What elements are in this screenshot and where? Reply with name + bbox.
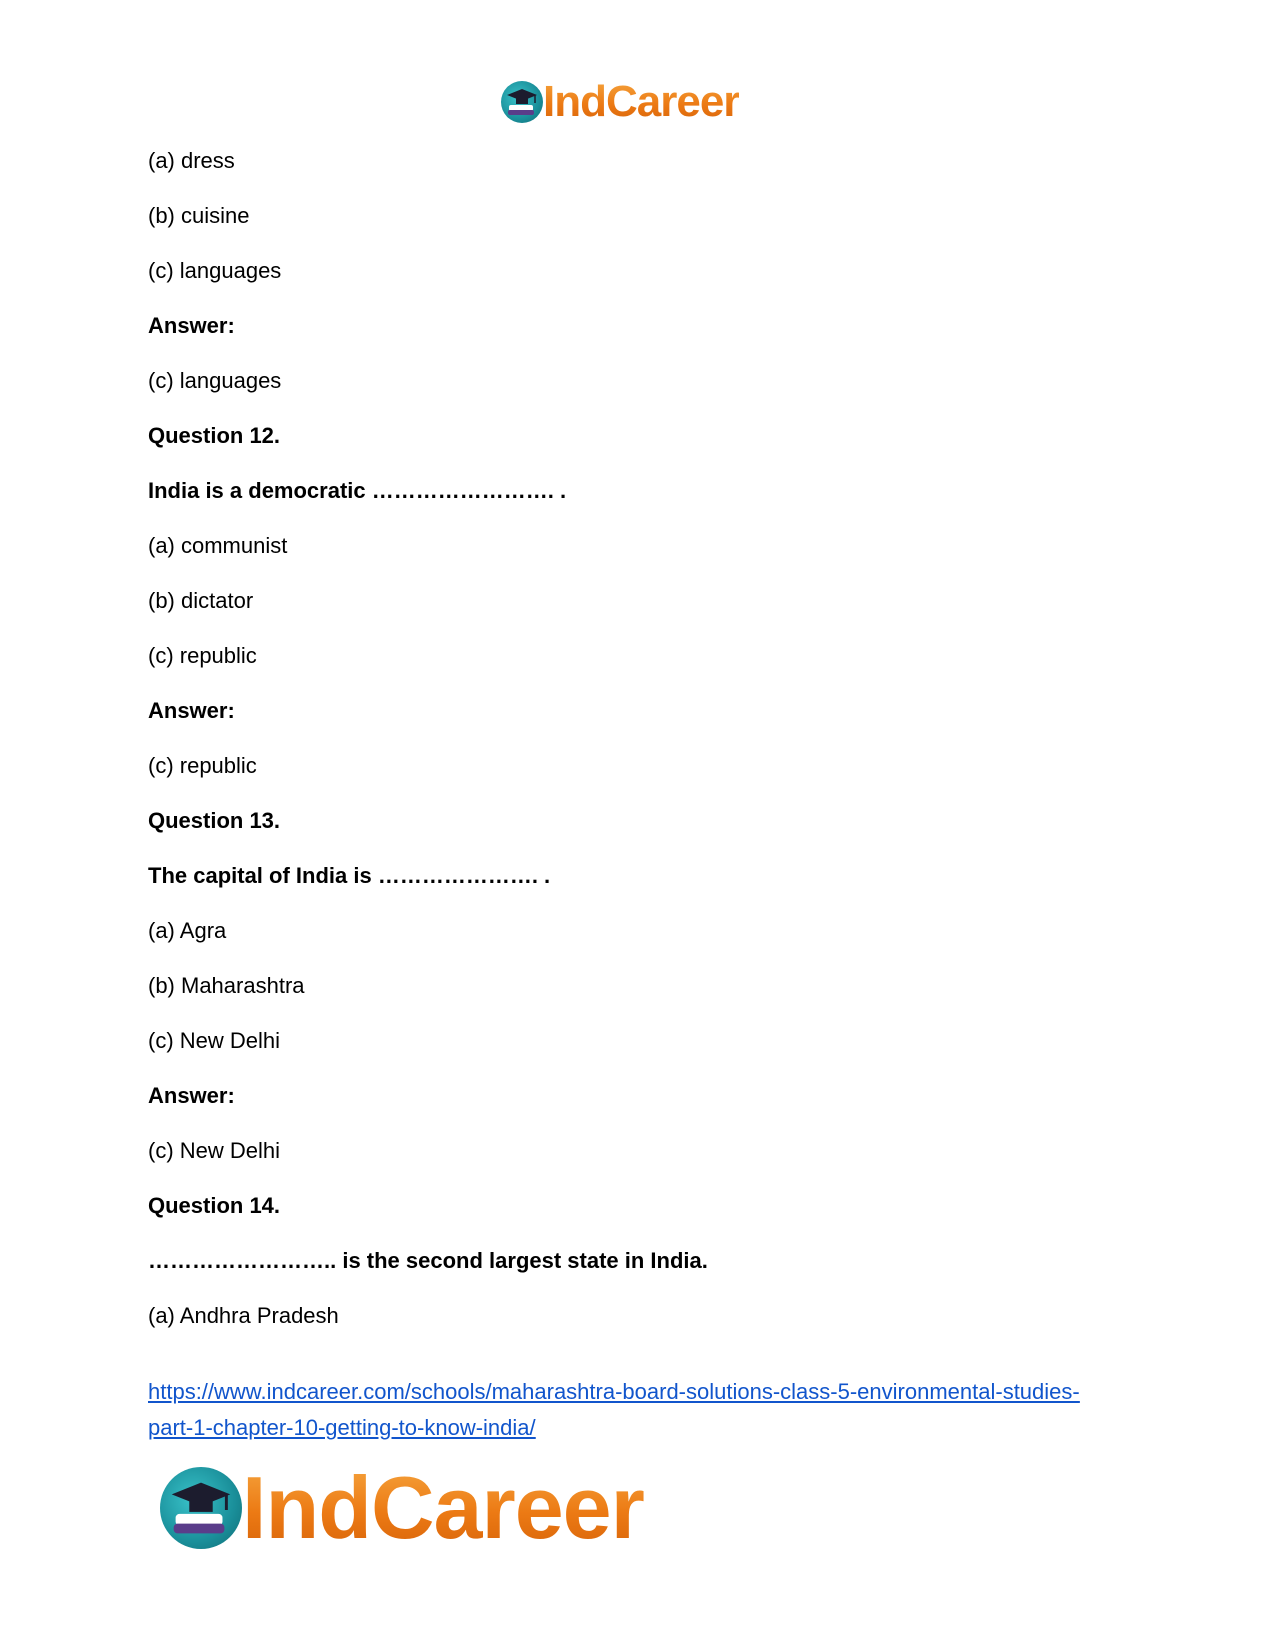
option-line: (c) languages (148, 258, 282, 283)
answer-text: (c) New Delhi (148, 1138, 281, 1163)
question-text: India is a democratic ……………………. . (148, 478, 567, 503)
answer-text: (c) languages (148, 368, 282, 393)
answer-label: Answer: (148, 313, 235, 338)
option-line: (b) cuisine (148, 203, 250, 228)
option-line: (a) Andhra Pradesh (148, 1303, 339, 1328)
answer-label: Answer: (148, 1083, 235, 1108)
logo-wordmark: IndCareer (543, 77, 740, 126)
question-heading: Question 14. (148, 1193, 281, 1218)
option-line: (b) dictator (148, 588, 254, 613)
source-link[interactable] (148, 1374, 1148, 1446)
option-line: (a) communist (148, 533, 288, 558)
question-heading: Question 12. (148, 423, 281, 448)
question-text: …………………….. is the second largest state in India. (148, 1248, 708, 1273)
source-link-line-1[interactable]: https://www.indcareer.com/schools/maharashtra-board-solutions-class-5-environmental-studies- (148, 1379, 1080, 1404)
footer-logo (160, 1458, 644, 1557)
option-line: (c) New Delhi (148, 1028, 281, 1053)
source-link-line-2[interactable]: part-1-chapter-10-getting-to-know-india/ (148, 1415, 536, 1440)
answer-label: Answer: (148, 698, 235, 723)
option-line: (b) Maharashtra (148, 973, 305, 998)
graduation-book-icon (160, 1467, 242, 1549)
question-heading: Question 13. (148, 808, 281, 833)
option-line: (a) dress (148, 148, 235, 173)
document-body (148, 147, 1128, 1357)
answer-text: (c) republic (148, 753, 257, 778)
header-logo (501, 77, 740, 126)
question-text: The capital of India is …………………. . (148, 863, 551, 888)
graduation-book-icon (501, 81, 543, 123)
logo-wordmark: IndCareer (242, 1458, 644, 1557)
option-line: (c) republic (148, 643, 257, 668)
option-line: (a) Agra (148, 918, 227, 943)
